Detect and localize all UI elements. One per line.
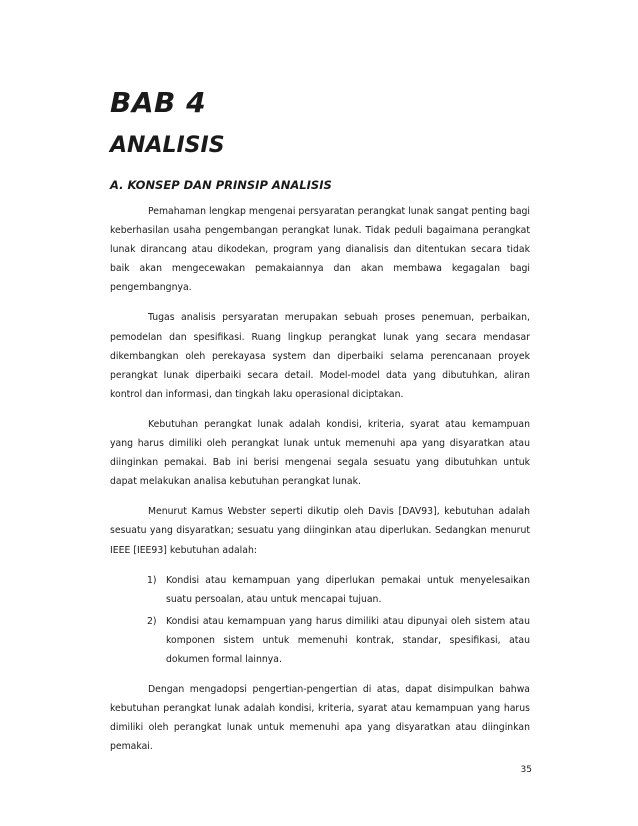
conclusion-paragraph: Dengan mengadopsi pengertian-pengertian di atas, dapat disimpulkan bahwa kebutuhan perangkat lunak adalah kondisi, kriteria, syarat atau kemampuan yang harus dimiliki oleh perangkat lunak untuk memenuhi apa yang disyaratkan atau diinginkan pemakai. — [110, 684, 530, 753]
list-item — [110, 571, 530, 609]
paragraph-2: Tugas analisis persyaratan merupakan sebuah proses penemuan, perbaikan, pemodelan dan spesifikasi. Ruang lingkup perangkat lunak yang secara mendasar dikembangkan oleh perekayasa system dan diperbaiki selama perencanaan proyek perangkat lunak diperbaiki secara detail. Model-model data yang dibutuhkan, aliran kontrol dan informasi, dan tingkah laku operasional diciptakan. — [110, 312, 530, 400]
list-item-text: Kondisi atau kemampuan yang diperlukan pemakai untuk menyelesaikan suatu persoalan, atau untuk mencapai tujuan. — [166, 574, 530, 605]
page-number: 35 — [520, 765, 532, 775]
list-item — [110, 612, 530, 669]
section-heading: A. KONSEP DAN PRINSIP ANALISIS — [110, 178, 332, 192]
list-item-text: Kondisi atau kemampuan yang harus dimiliki atau dipunyai oleh sistem atau komponen sistem untuk memenuhi kontrak, standar, spesifikasi, atau dokumen formal lainnya. — [166, 615, 530, 665]
paragraph-4: Menurut Kamus Webster seperti dikutip oleh Davis [DAV93], kebutuhan adalah sesuatu yang disyaratkan; sesuatu yang diinginkan atau diperlukan. Sedangkan menurut IEEE [IEE93] kebutuhan adalah: — [110, 506, 530, 556]
chapter-number: BAB 4 — [110, 86, 207, 119]
list-item-number: 1) — [147, 574, 157, 586]
chapter-title: ANALISIS — [110, 133, 225, 158]
list-item-number: 2) — [147, 615, 157, 627]
body-text — [110, 202, 530, 767]
paragraph-3: Kebutuhan perangkat lunak adalah kondisi, kriteria, syarat atau kemampuan yang harus dimiliki oleh perangkat lunak untuk memenuhi apa yang disyaratkan atau diinginkan pemakai. Bab ini berisi mengenai segala sesuatu yang dibutuhkan untuk dapat melakukan analisa kebutuhan perangkat lunak. — [110, 418, 530, 488]
requirements-list — [110, 571, 530, 669]
paragraph-1: Pemahaman lengkap mengenai persyaratan perangkat lunak sangat penting bagi keberhasilan usaha pengembangan perangkat lunak. Tidak peduli bagaimana perangkat lunak dirancang atau dikodekan, program yang dianalisis dan ditentukan secara tidak baik akan mengecewakan pemakaiannya dan akan membawa kegagalan bagi pengembangnya. — [110, 206, 530, 294]
